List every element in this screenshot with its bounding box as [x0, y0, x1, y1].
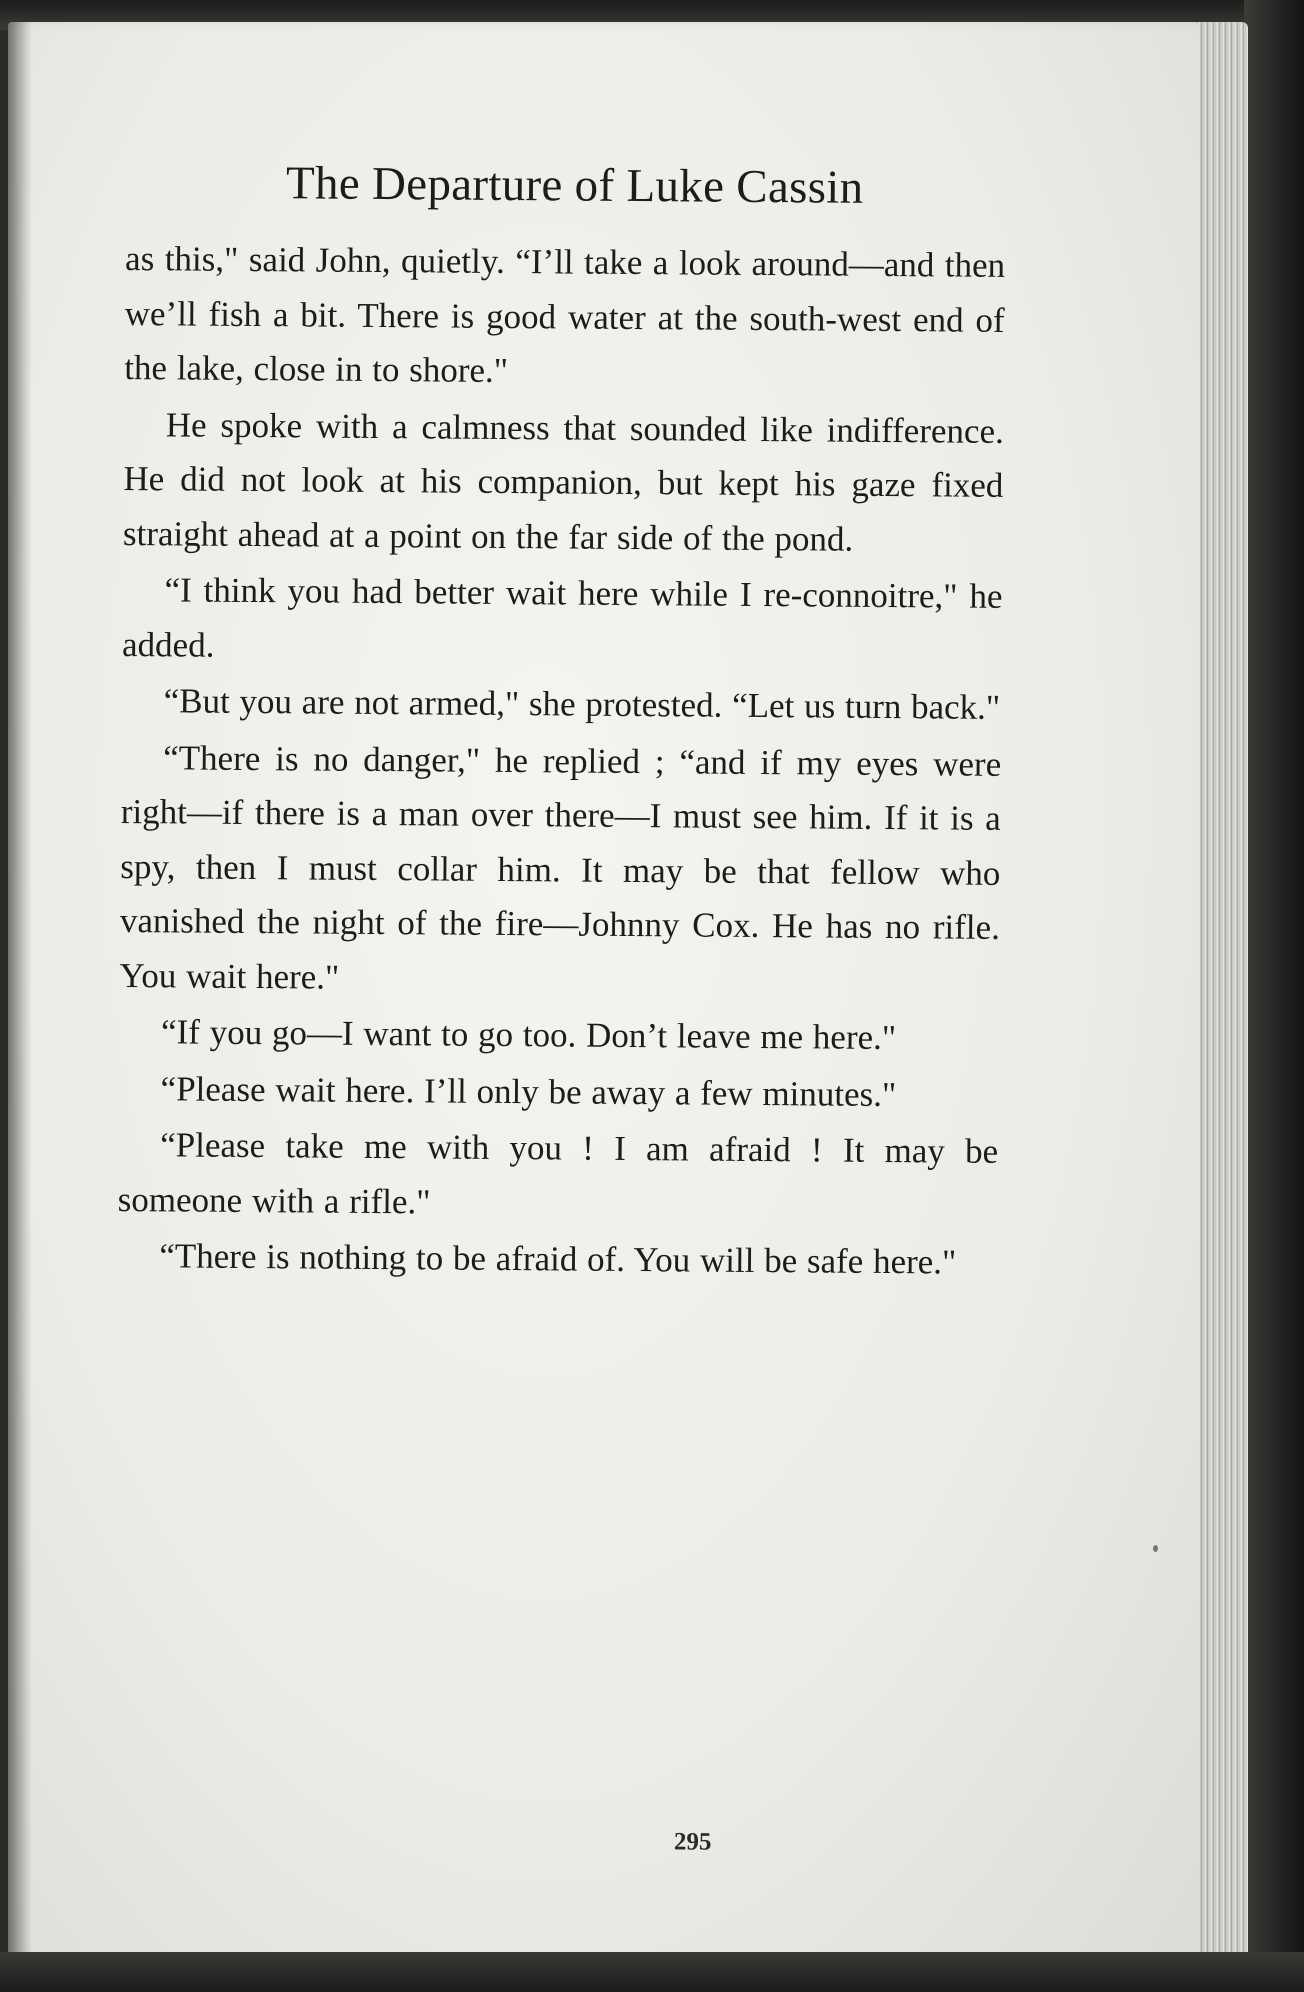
paragraph-7: “Please wait here. I’ll only be away a few minutes." — [160, 1068, 897, 1114]
paragraph-5: “There is no danger," he replied ; “and if my eyes were right—if there is a man over there—I must see him. If it is a spy, then I must collar him. It may be that fellow who vanished the night of the fire—Johnny Cox. He has no rifle. You wait here." — [119, 737, 1002, 997]
paragraph-2: He spoke with a calmness that sounded like indifference. He did not look at his companion, but kept his gaze fixed straight ahead at a point on the far side of the pond. — [122, 404, 1004, 559]
running-head: The Departure of Luke Cassin — [285, 157, 864, 214]
paragraph-9: “There is nothing to be afraid of. You will be safe here." — [159, 1236, 957, 1282]
paragraph-4: “But you are not armed," she protested. “Let us turn back." — [163, 681, 1001, 727]
gutter-shadow — [8, 22, 32, 1970]
paragraph-6: “If you go—I want to go too. Don’t leave me here." — [160, 1012, 897, 1058]
book-page-edges — [1198, 22, 1248, 1967]
scan-right-background — [1244, 0, 1304, 1992]
paragraph-8: “Please take me with you ! I am afraid ! It may be someone with a rifle." — [117, 1125, 999, 1221]
page-text-block — [117, 150, 1006, 1856]
paragraph-1: as this," said John, quietly. “I’ll take a look around—and then we’ll fish a bit. There is good water at the south-west end of the lake, close in to shore." — [124, 238, 1006, 391]
scan-bottom-border — [0, 1952, 1304, 1992]
paragraph-3: “I think you had better wait here while I re-connoitre," he added. — [121, 570, 1003, 665]
page-number: 295 — [673, 1828, 712, 1856]
paper-speck — [1153, 1545, 1158, 1552]
